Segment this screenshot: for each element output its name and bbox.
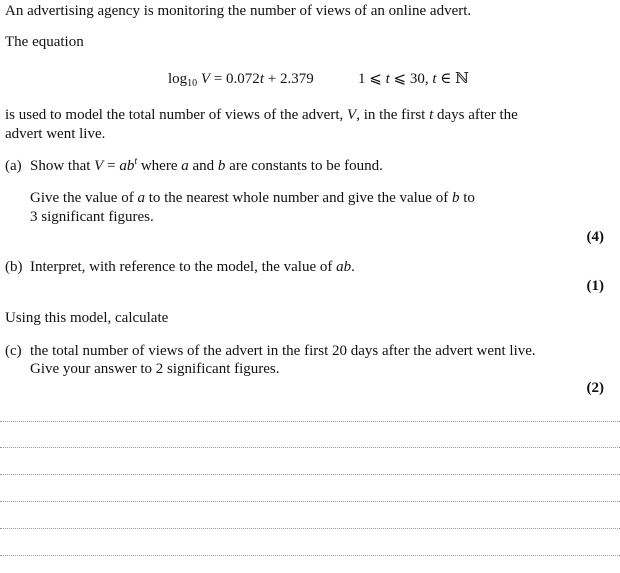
answer-line[interactable]: [0, 501, 620, 502]
part-b-label: (b): [5, 259, 23, 275]
model-equation: $\log_{10} V = 0.072t + 2.379$: [168, 71, 314, 89]
part-c-question-line-2: Give your answer to 2 significant figures.: [30, 361, 280, 377]
part-b-question: Interpret, with reference to the model, the value of ab.: [30, 259, 355, 275]
equation-domain: 1 ⩽ t ⩽ 30, t ∈ ℕ: [358, 71, 469, 87]
part-b-marks: (1): [586, 278, 604, 294]
part-c-label: (c): [5, 343, 22, 359]
model-text-line-1: is used to model the total number of views of the advert, V, in the first t days after the: [5, 107, 518, 123]
model-text-line-2: advert went live.: [5, 126, 106, 142]
part-a-marks: (4): [586, 229, 604, 245]
part-a-question: Show that $V = ab^t$ where a and b are constants to be found.: [30, 156, 383, 174]
part-c-marks: (2): [586, 380, 604, 396]
using-model-text: Using this model, calculate: [5, 310, 169, 326]
answer-line[interactable]: [0, 474, 620, 475]
answer-line[interactable]: [0, 555, 620, 556]
part-a-instruction-line-2: 3 significant figures.: [30, 209, 154, 225]
answer-line[interactable]: [0, 447, 620, 448]
part-a-instruction-line-1: Give the value of a to the nearest whole number and give the value of b to: [30, 190, 475, 206]
intro-line-1: An advertising agency is monitoring the number of views of an online advert.: [5, 3, 472, 19]
intro-line-2: The equation: [5, 34, 84, 50]
answer-line[interactable]: [0, 421, 620, 422]
part-c-question-line-1: the total number of views of the advert in the first 20 days after the advert went live.: [30, 343, 536, 359]
answer-line[interactable]: [0, 528, 620, 529]
part-a-label: (a): [5, 158, 22, 174]
